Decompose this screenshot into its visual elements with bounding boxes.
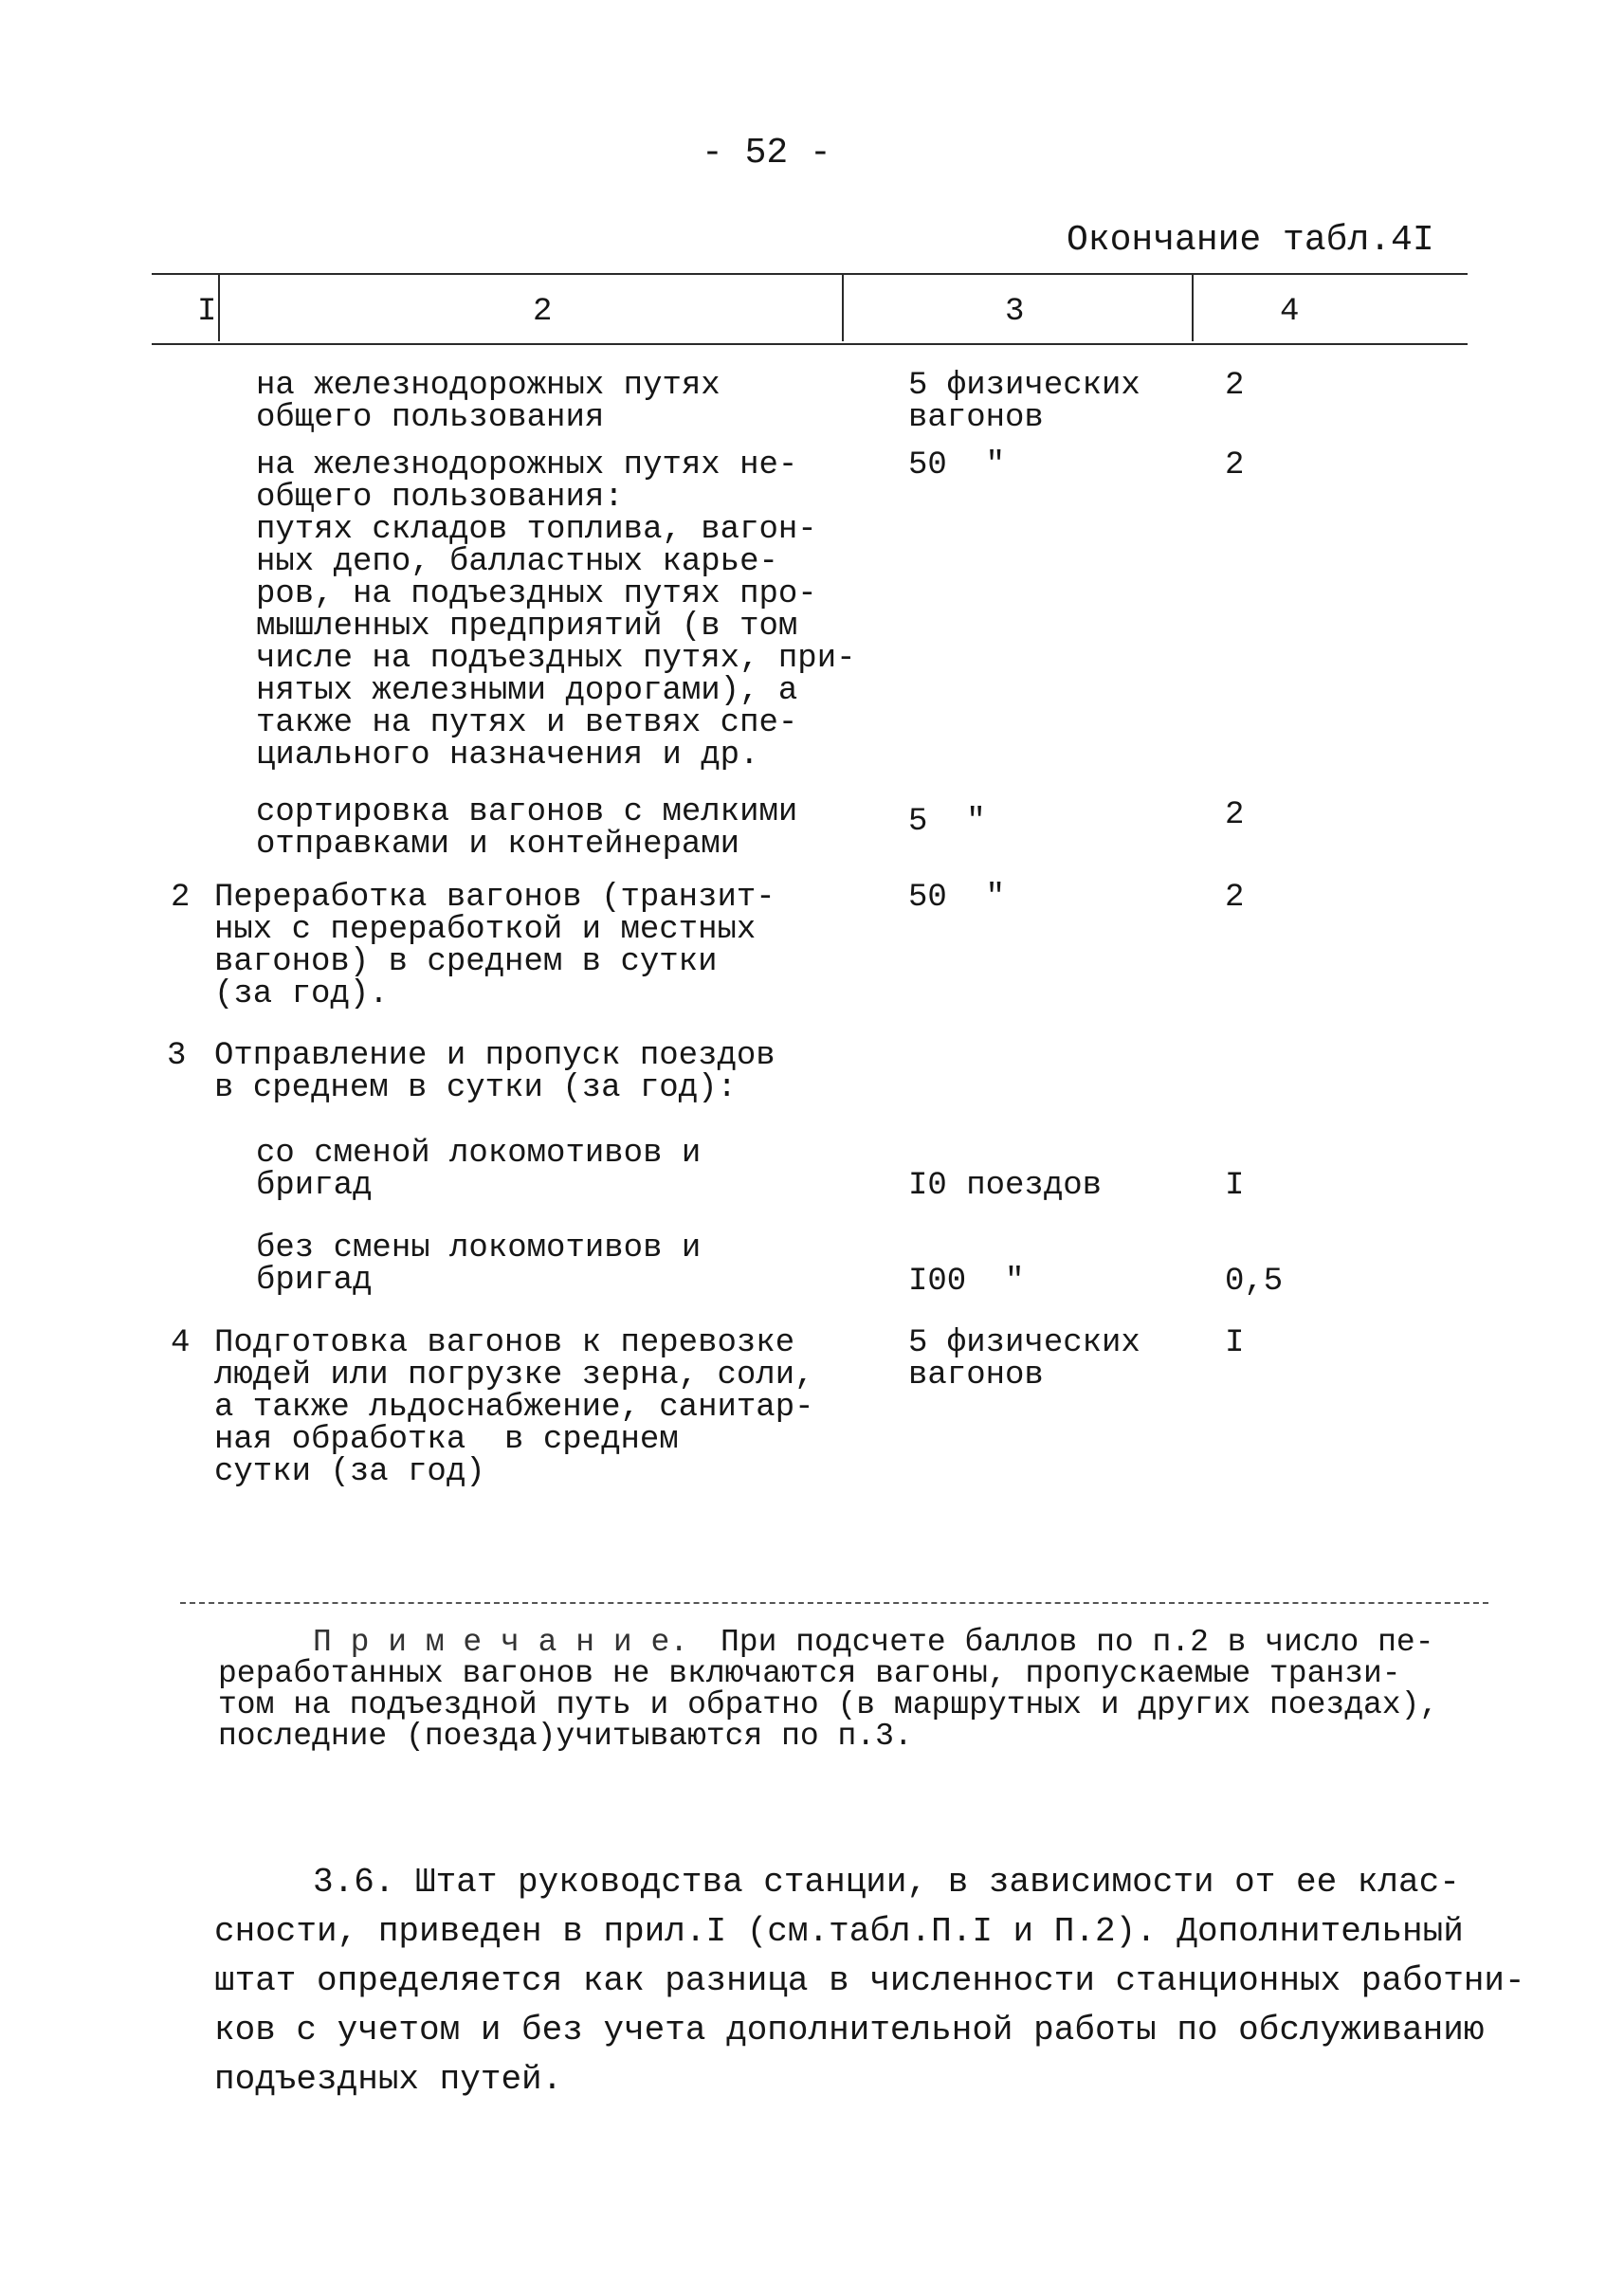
table-row-norm: I00 " — [908, 1264, 1025, 1300]
paragraph-line: ков с учетом и без учета дополнительной работы по обслуживанию — [214, 2011, 1485, 2049]
table-row-text: на железнодорожных путях общего пользования — [256, 368, 721, 436]
table-row-score: I — [1225, 1325, 1245, 1361]
paragraph-line: штат определяется как разница в численности станционных работни- — [214, 1961, 1525, 2000]
table-row-norm: 50 " — [908, 447, 1006, 483]
table-row-score: 2 — [1225, 447, 1245, 483]
note-line: последние (поезда)учитываются по п.3. — [218, 1719, 913, 1754]
table-row-norm: I0 поездов — [908, 1168, 1103, 1204]
table-row-norm: 5 физических вагонов — [908, 1325, 1140, 1393]
table-row-score: 0,5 — [1225, 1264, 1284, 1300]
table-row-number: 3 — [167, 1038, 187, 1074]
column-divider — [1192, 275, 1194, 341]
table-row-norm: 5 " — [908, 804, 986, 840]
table-row-text: со сменой локомотивов и бригад — [256, 1136, 702, 1204]
table-row-number: 2 — [171, 880, 191, 916]
column-header: 4 — [1280, 294, 1300, 330]
note-label: П р и м е ч а н и е. — [313, 1625, 689, 1660]
paragraph-line: 3.6. Штат руководства станции, в зависимости от ее клас- — [313, 1863, 1460, 1902]
table-row-number: 4 — [171, 1325, 191, 1361]
table-caption: Окончание табл.4I — [1067, 220, 1434, 261]
paragraph-line: сности, приведен в прил.I (см.табл.П.I и П.2). Дополнительный — [214, 1912, 1464, 1951]
table-row-score: 2 — [1225, 880, 1245, 916]
note-line: При подсчете баллов по п.2 в число пе- — [721, 1625, 1434, 1660]
table-row-text: Отправление и пропуск поездов в среднем в сутки (за год): — [214, 1038, 776, 1106]
paragraph-line: подъездных путей. — [214, 2060, 563, 2099]
page-number: - 52 - — [702, 133, 831, 173]
table-row-norm: 50 " — [908, 880, 1006, 916]
column-divider — [842, 275, 844, 341]
table-row-score: I — [1225, 1168, 1245, 1204]
column-header: 2 — [533, 294, 553, 330]
table-row-text: на железнодорожных путях не- общего пользования: путях складов топлива, вагон- ных депо, балластных карье- ров, на подъездных путях про- мышленных предприятий (в том числе на подъездных путях, при- нятых железными дорогами), а также на путях и ветвях спе- циального назначения и др. — [256, 447, 856, 774]
table-row-norm: 5 физических вагонов — [908, 368, 1140, 436]
column-header: 3 — [1005, 294, 1025, 330]
table-row-text: сортировка вагонов с мелкими отправками и контейнерами — [256, 794, 798, 863]
table-row-text: Подготовка вагонов к перевозке людей или погрузке зерна, соли, а также льдоснабжение, санитар- ная обработка в среднем сутки (за год) — [214, 1325, 814, 1490]
note-line: реработанных вагонов не включаются вагоны, пропускаемые транзи- — [218, 1656, 1401, 1691]
column-header: I — [197, 294, 217, 330]
column-divider — [218, 275, 220, 341]
table-header-rule — [152, 343, 1468, 345]
note-line: том на подъездной путь и обратно (в маршрутных и других поездах), — [218, 1687, 1439, 1722]
table-row-score: 2 — [1225, 368, 1245, 404]
table-row-text: Переработка вагонов (транзит- ных с переработкой и местных вагонов) в среднем в сутки (за год). — [214, 880, 776, 1012]
table-row-text: без смены локомотивов и бригад — [256, 1230, 702, 1299]
table-row-score: 2 — [1225, 797, 1245, 833]
note-divider — [180, 1602, 1488, 1604]
table-top-rule — [152, 273, 1468, 275]
